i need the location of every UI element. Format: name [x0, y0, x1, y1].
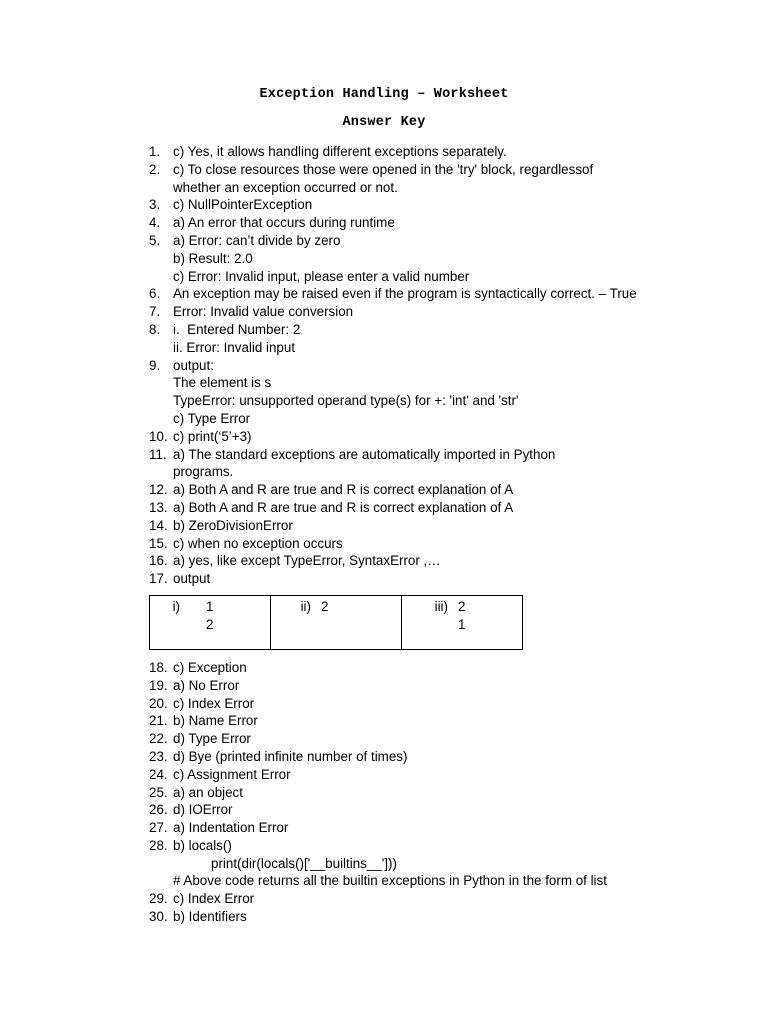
answer-number: 2. — [149, 161, 161, 177]
answer-line: b) ZeroDivisionError — [173, 517, 293, 533]
answer-line: b) Result: 2.0 — [173, 250, 253, 266]
output-cell-label: ii) — [300, 598, 311, 614]
answer-text — [173, 196, 709, 214]
answer-text — [173, 748, 709, 766]
output-cell-value: 2 — [206, 616, 214, 632]
answer-item — [149, 481, 709, 499]
answer-item — [149, 535, 709, 553]
answer-item — [149, 517, 709, 535]
answer-text — [173, 890, 709, 908]
answer-text — [173, 801, 709, 819]
answer-item — [149, 161, 709, 197]
answer-line: a) An error that occurs during runtime — [173, 215, 395, 231]
answer-text — [173, 552, 709, 570]
output-cell-value: 1 — [458, 616, 466, 632]
output-cell-label: iii) — [434, 598, 448, 614]
answer-line: c) Index Error — [173, 891, 255, 907]
answer-line: c) Yes, it allows handling different exceptions separately. — [173, 144, 507, 159]
output-cell-label: i) — [172, 598, 180, 614]
answer-number: 10. — [149, 428, 168, 444]
output-cell-3 — [402, 595, 523, 649]
answer-line: a) Both A and R are true and R is correct explanation of A — [173, 482, 514, 498]
answer-line: c) Type Error — [173, 410, 251, 426]
answer-number: 14. — [149, 517, 168, 533]
output-cell-value: 1 — [206, 598, 214, 614]
answer-number: 13. — [149, 499, 168, 515]
output-cell-value: 2 — [321, 598, 329, 614]
answer-text — [173, 819, 709, 837]
answer-line: c) Exception — [173, 659, 247, 675]
answer-line: a) The standard exceptions are automatically imported in Python — [173, 446, 556, 462]
answer-text — [173, 695, 709, 713]
answer-text — [173, 535, 709, 553]
answer-number: 11. — [149, 446, 167, 462]
page-title: Exception Handling – Worksheet — [259, 87, 509, 102]
answer-line: b) Name Error — [173, 713, 258, 729]
answer-number: 21. — [149, 713, 168, 729]
answer-line: An exception may be raised even if the program is syntactically correct. – True — [173, 286, 637, 302]
answer-item — [149, 196, 709, 214]
answer-number: 16. — [149, 553, 168, 569]
answer-text — [173, 285, 709, 303]
answer-line: c) Assignment Error — [173, 766, 291, 782]
answer-number: 23. — [149, 748, 168, 764]
answer-text — [173, 143, 709, 161]
answer-item — [149, 730, 709, 748]
answer-text — [173, 357, 709, 428]
answer-number: 7. — [149, 304, 161, 320]
answer-number: 25. — [149, 784, 168, 800]
answer-item — [149, 357, 709, 428]
answer-text — [173, 570, 709, 588]
output-table-row — [150, 595, 523, 649]
answer-item — [149, 766, 709, 784]
output-table — [149, 595, 523, 650]
answer-number: 26. — [149, 802, 168, 818]
answer-number: 9. — [149, 357, 161, 373]
answer-number: 22. — [149, 731, 168, 747]
answer-item — [149, 499, 709, 517]
answer-line: c) when no exception occurs — [173, 535, 343, 551]
answer-number: 5. — [149, 232, 161, 248]
answer-number: 18. — [149, 659, 168, 675]
answer-line: output — [173, 571, 211, 587]
answer-item — [149, 214, 709, 232]
answer-item — [149, 659, 709, 677]
answer-line: a) Error: can’t divide by zero — [173, 232, 341, 248]
answer-number: 17. — [149, 571, 168, 587]
answer-line: a) Both A and R are true and R is correct explanation of A — [173, 499, 514, 515]
answer-text — [173, 428, 709, 446]
answer-item — [149, 143, 709, 161]
answer-item — [149, 695, 709, 713]
answer-number: 6. — [149, 286, 161, 302]
answer-text — [173, 214, 709, 232]
answer-list-part-1 — [149, 143, 709, 588]
answer-item — [149, 748, 709, 766]
answer-text — [173, 712, 709, 730]
answer-number: 28. — [149, 837, 168, 853]
answer-line: c) Index Error — [173, 695, 255, 711]
answer-line: The element is s — [173, 375, 272, 391]
answer-item — [149, 303, 709, 321]
answer-number: 8. — [149, 321, 161, 337]
answer-text — [173, 446, 709, 482]
answer-item — [149, 801, 709, 819]
answer-line: i. Entered Number: 2 — [173, 321, 301, 337]
answer-number: 27. — [149, 820, 168, 836]
answer-line: TypeError: unsupported operand type(s) for +: 'int' and 'str' — [173, 393, 519, 409]
answer-number: 15. — [149, 535, 168, 551]
output-cell-value: 2 — [458, 598, 466, 614]
answer-line: ii. Error: Invalid input — [173, 339, 296, 355]
answer-number: 4. — [149, 215, 161, 231]
answer-text — [173, 677, 709, 695]
answer-line: c) print(‘5’+3) — [173, 428, 252, 444]
answer-item — [149, 232, 709, 285]
answer-item — [149, 837, 709, 890]
answer-item — [149, 285, 709, 303]
answer-item — [149, 428, 709, 446]
answer-text — [173, 321, 709, 357]
answer-text — [173, 481, 709, 499]
answer-line: output: — [173, 357, 214, 373]
output-cell-2 — [271, 595, 402, 649]
answer-line: c) NullPointerException — [173, 197, 313, 213]
answer-text — [173, 766, 709, 784]
answer-line: # Above code returns all the builtin exceptions in Python in the form of list — [173, 873, 607, 889]
answer-item — [149, 677, 709, 695]
answer-number: 12. — [149, 482, 168, 498]
answer-line: a) yes, like except TypeError, SyntaxError ,… — [173, 553, 441, 569]
answer-line: Error: Invalid value conversion — [173, 304, 354, 320]
answer-line: b) Identifiers — [173, 909, 247, 925]
answer-text — [173, 499, 709, 517]
output-cell-1 — [150, 595, 271, 649]
answer-line: programs. — [173, 464, 234, 480]
answer-number: 29. — [149, 891, 168, 907]
answer-text — [173, 730, 709, 748]
answer-number: 20. — [149, 695, 168, 711]
answer-line: b) locals() — [173, 837, 232, 853]
answer-line: d) Bye (printed infinite number of times) — [173, 748, 408, 764]
answer-item — [149, 819, 709, 837]
answer-number: 19. — [149, 677, 168, 693]
answer-line: print(dir(locals()['__builtins__'])) — [211, 855, 397, 871]
answer-text — [173, 659, 709, 677]
answer-item — [149, 570, 709, 588]
answer-list-part-2 — [149, 659, 709, 926]
answer-text — [173, 303, 709, 321]
answer-line: d) IOError — [173, 802, 233, 818]
answer-item — [149, 784, 709, 802]
answer-line: a) No Error — [173, 677, 240, 693]
answer-line: c) To close resources those were opened in the 'try' block, regardlessof — [173, 161, 594, 177]
answer-number: 1. — [149, 144, 161, 159]
page-subtitle: Answer Key — [342, 115, 426, 130]
answer-item — [149, 908, 709, 926]
answer-text — [173, 161, 709, 197]
answer-item — [149, 446, 709, 482]
answer-item — [149, 890, 709, 908]
answer-line: c) Error: Invalid input, please enter a valid number — [173, 268, 470, 284]
answer-text — [173, 908, 709, 926]
answer-line: d) Type Error — [173, 731, 251, 747]
answer-line: whether an exception occurred or not. — [173, 179, 398, 195]
answer-item — [149, 321, 709, 357]
answer-list — [149, 143, 709, 926]
answer-line: a) Indentation Error — [173, 820, 289, 836]
answer-number: 30. — [149, 909, 168, 925]
answer-text — [173, 837, 709, 890]
answer-text — [173, 517, 709, 535]
answer-item — [149, 712, 709, 730]
answer-text — [173, 232, 709, 285]
answer-line: a) an object — [173, 784, 243, 800]
answer-item — [149, 552, 709, 570]
answer-text — [173, 784, 709, 802]
answer-number: 3. — [149, 197, 161, 213]
answer-number: 24. — [149, 766, 168, 782]
